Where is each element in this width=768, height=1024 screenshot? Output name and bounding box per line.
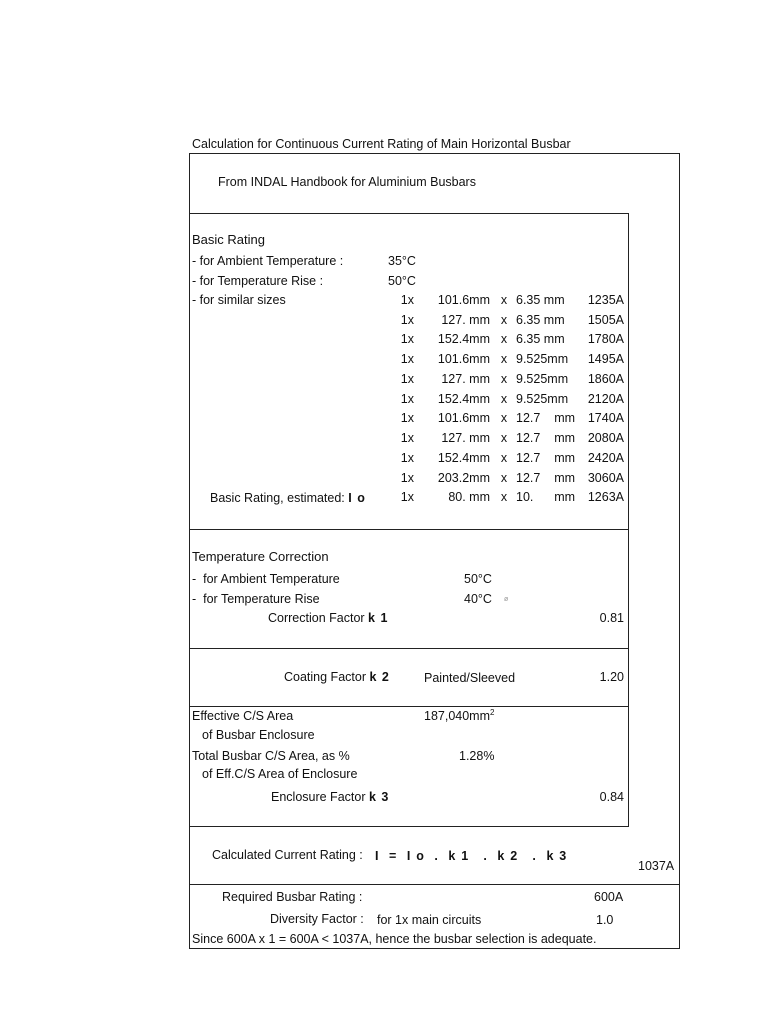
size-width: 203.2mm [437,471,490,485]
size-row [380,391,630,407]
size-row [380,430,630,446]
total-area-label: Total Busbar C/S Area, as % [192,749,350,763]
effective-area-label-2: of Busbar Enclosure [202,728,315,742]
size-qty: 1x [400,352,414,366]
basic-rise-value: 50°C [388,274,416,288]
size-row [380,312,630,328]
size-thickness: 9.525mm [516,392,569,406]
estimated-label-text: Basic Rating, estimated: [210,491,345,505]
size-thickness: 12.7 mm [516,411,576,425]
size-width: 101.6mm [437,352,490,366]
stray-mark: ø [504,596,509,603]
temp-ambient-label: - for Ambient Temperature [192,572,340,586]
size-row [380,410,630,426]
size-ampacity: 2120A [587,392,624,406]
similar-sizes-label: - for similar sizes [192,293,286,307]
enclosure-factor-value: 0.84 [599,790,624,804]
total-area-label-2: of Eff.C/S Area of Enclosure [202,767,358,781]
size-qty: 1x [400,392,414,406]
size-x: x [500,490,508,504]
size-width: 101.6mm [437,411,490,425]
size-thickness: 6.35 mm [516,293,565,307]
size-qty: 1x [400,431,414,445]
diversity-factor-value: 1.0 [596,913,614,927]
size-ampacity: 1495A [587,352,624,366]
size-qty: 1x [400,411,414,425]
conclusion-text: Since 600A x 1 = 600A < 1037A, hence the busbar selection is adequate. [192,932,597,946]
frame-left [189,153,190,949]
size-thickness: 6.35 mm [516,332,565,346]
size-ampacity: 1505A [587,313,624,327]
size-width: 152.4mm [437,451,490,465]
size-x: x [500,431,508,445]
size-x: x [500,332,508,346]
size-x: x [500,471,508,485]
temp-rise-value: 40°C [464,592,492,606]
estimated-symbol: I o [348,491,366,505]
size-ampacity: 1860A [587,372,624,386]
size-x: x [500,451,508,465]
size-width: 152.4mm [437,392,490,406]
basic-ambient-value: 35°C [388,254,416,268]
calculated-formula: I = I o . k 1 . k 2 . k 3 [375,849,568,863]
frame-bottom [189,948,680,949]
size-row [380,331,630,347]
size-ampacity: 1235A [587,293,624,307]
correction-factor-symbol: k 1 [368,611,389,625]
size-thickness: 12.7 mm [516,451,576,465]
divider-3 [189,648,629,649]
total-area-value: 1.28% [459,749,495,763]
size-x: x [500,313,508,327]
effective-area-value [424,708,494,724]
enclosure-factor-symbol: k 3 [368,790,390,804]
size-qty: 1x [400,313,414,327]
size-qty: 1x [400,332,414,346]
size-x: x [500,293,508,307]
size-thickness: 10. mm [516,490,576,504]
required-rating-label: Required Busbar Rating : [222,890,363,904]
coating-factor-label [284,669,390,685]
basic-ambient-label: - for Ambient Temperature : [192,254,344,268]
basic-rating-heading: Basic Rating [192,232,265,247]
divider-6 [189,884,680,885]
size-row [380,371,630,387]
size-x: x [500,372,508,386]
size-qty: 1x [400,471,414,485]
size-ampacity: 1740A [587,411,624,425]
calculated-rating-value: 1037A [638,859,675,873]
coating-factor-value: 1.20 [599,670,624,684]
size-row [380,292,630,308]
temp-rise-label: - for Temperature Rise [192,592,320,606]
size-row [380,450,630,466]
size-thickness: 9.525mm [516,372,569,386]
frame-top [189,153,680,154]
size-thickness: 12.7 mm [516,431,576,445]
divider-4 [189,706,629,707]
size-row [380,351,630,367]
size-ampacity: 3060A [587,471,624,485]
size-ampacity: 2080A [587,431,624,445]
enclosure-factor-text: Enclosure Factor [271,790,366,804]
size-ampacity: 1263A [587,490,624,504]
size-qty: 1x [400,372,414,386]
size-qty: 1x [400,490,414,504]
coating-factor-text: Coating Factor [284,670,366,684]
size-x: x [500,392,508,406]
size-thickness: 9.525mm [516,352,569,366]
calculated-rating-label: Calculated Current Rating : [212,848,363,862]
size-thickness: 12.7 mm [516,471,576,485]
enclosure-factor-label [271,789,389,805]
page-title: Calculation for Continuous Current Rating of Main Horizontal Busbar [192,137,571,151]
size-qty: 1x [400,293,414,307]
size-width: 127. mm [441,313,490,327]
size-width: 152.4mm [437,332,490,346]
size-thickness: 6.35 mm [516,313,565,327]
correction-factor-label [268,610,388,626]
correction-factor-value: 0.81 [599,611,624,625]
source-note: From INDAL Handbook for Aluminium Busbars [218,175,476,189]
required-rating-value: 600A [594,890,624,904]
diversity-factor-label: Diversity Factor : [270,912,364,926]
size-row [380,470,630,486]
temp-correction-heading: Temperature Correction [192,549,329,564]
size-width: 127. mm [441,431,490,445]
effective-area-number: 187,040mm [424,709,491,723]
temp-ambient-value: 50°C [464,572,492,586]
size-qty: 1x [400,451,414,465]
divider-2 [189,529,629,530]
size-ampacity: 2420A [587,451,624,465]
size-width: 101.6mm [437,293,490,307]
basic-rating-estimated-label [210,490,366,506]
frame-right [679,153,680,949]
correction-factor-text: Correction Factor [268,611,365,625]
divider-5 [189,826,629,827]
size-row [380,489,630,505]
size-width: 127. mm [441,372,490,386]
diversity-factor-desc: for 1x main circuits [377,913,482,927]
size-x: x [500,352,508,366]
divider-1 [189,213,629,214]
effective-area-unit-sup: 2 [490,708,495,717]
basic-rise-label: - for Temperature Rise : [192,274,324,288]
effective-area-label: Effective C/S Area [192,709,294,723]
size-width: 80. mm [448,490,490,504]
coating-type: Painted/Sleeved [424,671,516,685]
size-x: x [500,411,508,425]
coating-factor-symbol: k 2 [369,670,390,684]
size-ampacity: 1780A [587,332,624,346]
